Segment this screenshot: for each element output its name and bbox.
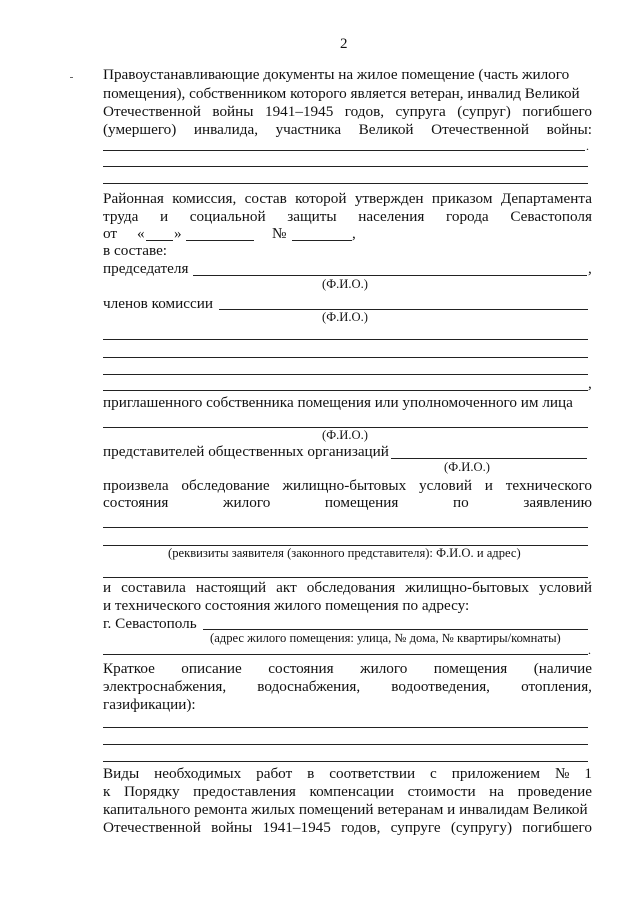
word: Отечественной <box>431 121 530 138</box>
description-field[interactable] <box>103 727 588 728</box>
fill-line[interactable] <box>103 390 588 391</box>
word: Отечественной <box>103 819 201 836</box>
word: условий <box>539 579 592 596</box>
description-line1 <box>103 660 592 678</box>
word: Краткое <box>103 660 155 677</box>
word: настоящий <box>195 579 267 596</box>
members-comma: , <box>588 375 592 392</box>
chairman-label: председателя <box>103 260 189 277</box>
word: работ <box>256 765 293 782</box>
word: и <box>159 208 169 225</box>
word: погибшего <box>522 103 592 120</box>
word: участника <box>275 121 342 138</box>
word: условий <box>419 477 472 494</box>
word: к <box>103 783 111 800</box>
word: населения <box>358 208 425 225</box>
fill-line[interactable] <box>103 654 588 655</box>
word: Департамента <box>500 190 592 207</box>
fill-line[interactable] <box>103 357 588 358</box>
section1-line2: помещения), собственником которого является ветеран, инвалид Великой <box>103 85 580 102</box>
number-sign: № <box>272 225 287 242</box>
applicant-field[interactable] <box>103 527 588 528</box>
word: состав <box>244 190 287 207</box>
word: предоставления <box>193 783 296 800</box>
act-line1 <box>103 579 592 597</box>
word: и <box>484 477 493 494</box>
word: составила <box>121 579 186 596</box>
word: обследования <box>306 579 396 596</box>
address-field[interactable] <box>203 629 588 630</box>
works-line4 <box>103 819 592 837</box>
fio-hint: (Ф.И.О.) <box>322 310 368 324</box>
word: труда <box>103 208 139 225</box>
works-line3: капитального ремонта жилых помещений ветеранам и инвалидам Великой <box>103 801 588 818</box>
word: описание <box>181 660 242 677</box>
word: годов, <box>344 103 385 120</box>
fill-line[interactable] <box>103 339 588 340</box>
word: жилищно-бытовых <box>282 477 407 494</box>
word: обследование <box>181 477 270 494</box>
word: которой <box>295 190 347 207</box>
word: состояния <box>103 494 169 511</box>
word: необходимых <box>154 765 242 782</box>
word: защиты <box>287 208 337 225</box>
word: войны <box>212 103 254 120</box>
word: годов, <box>341 819 381 836</box>
word: инвалида, <box>193 121 258 138</box>
word: помещения <box>433 660 508 677</box>
members-label: членов комиссии <box>103 295 214 312</box>
fill-line[interactable] <box>103 374 588 375</box>
word: в <box>307 765 315 782</box>
description-field[interactable] <box>103 744 588 745</box>
word: приложением <box>451 765 541 782</box>
fio-hint: (Ф.И.О.) <box>322 428 368 442</box>
ot-label: от <box>103 225 118 242</box>
word: 1 <box>584 765 592 782</box>
section1-line1: Правоустанавливающие документы на жилое помещение (часть жилого <box>103 66 570 83</box>
date-day-field[interactable] <box>146 240 173 241</box>
fio-hint: (Ф.И.О.) <box>322 277 368 291</box>
public-orgs-field[interactable] <box>391 458 587 459</box>
word: супруга <box>395 103 446 120</box>
word: жилого <box>223 494 271 511</box>
page-number: 2 <box>340 36 348 52</box>
word: (наличие <box>533 660 592 677</box>
word: (умершего) <box>103 121 177 138</box>
word: города <box>446 208 489 225</box>
date-open-quote: « <box>137 225 145 242</box>
word: № <box>554 765 570 782</box>
word: на <box>489 783 505 800</box>
word: войны: <box>546 121 592 138</box>
act-line2: и технического состояния жилого помещения по адресу: <box>103 597 470 614</box>
word: компенсации <box>309 783 395 800</box>
word: жилого <box>360 660 408 677</box>
members-field[interactable] <box>219 309 588 310</box>
chairman-comma: , <box>588 260 592 277</box>
fill-line[interactable] <box>103 166 588 167</box>
performed-line <box>103 477 592 495</box>
trail-dot: . <box>588 643 591 657</box>
word: Севастополя <box>510 208 592 225</box>
word: Порядку <box>123 783 180 800</box>
word: заявлению <box>523 494 592 511</box>
word: приказом <box>431 190 493 207</box>
section1-line4 <box>103 121 592 139</box>
word: по <box>453 494 469 511</box>
word: Районная <box>103 190 164 207</box>
works-line2 <box>103 783 592 801</box>
margin-mark <box>70 77 73 78</box>
date-comma: , <box>352 225 356 242</box>
invited-owner-label: приглашенного собственника помещения или уполномоченного им лица <box>103 394 573 411</box>
trail-dot: . <box>586 139 589 153</box>
word: водоотведения, <box>391 678 490 695</box>
word: Отечественной <box>103 103 201 120</box>
word: с <box>430 765 437 782</box>
public-orgs-label: представителей общественных организаций <box>103 443 389 460</box>
word: (супругу) <box>450 819 513 836</box>
word: технического <box>505 477 592 494</box>
word: и <box>103 579 112 596</box>
word: комиссия, <box>172 190 237 207</box>
word: Великой <box>358 121 414 138</box>
word: электроснабжения, <box>103 678 227 695</box>
word: утвержден <box>354 190 424 207</box>
word: войны <box>211 819 253 836</box>
commission-line2 <box>103 208 592 226</box>
commission-line1 <box>103 190 592 208</box>
word: жилищно-бытовых <box>405 579 529 596</box>
word: проведение <box>517 783 592 800</box>
word: Виды <box>103 765 140 782</box>
word: 1941–1945 <box>264 103 334 120</box>
date-close-quote: » <box>174 225 182 242</box>
word: водоснабжения, <box>257 678 361 695</box>
word: помещения <box>324 494 399 511</box>
address-hint: (адрес жилого помещения: улица, № дома, № квартиры/комнаты) <box>210 631 561 645</box>
section1-line3 <box>103 103 592 121</box>
description-field[interactable] <box>103 761 588 762</box>
fill-line[interactable] <box>103 150 585 151</box>
word: (супруг) <box>457 103 511 120</box>
word: произвела <box>103 477 169 494</box>
fill-line[interactable] <box>103 183 588 184</box>
word: супруге <box>390 819 441 836</box>
applicant-hint: (реквизиты заявителя (законного представителя): Ф.И.О. и адрес) <box>168 546 521 560</box>
date-field[interactable] <box>186 240 254 241</box>
city-label: г. Севастополь <box>103 615 197 632</box>
word: социальной <box>189 208 266 225</box>
word: 1941–1945 <box>262 819 331 836</box>
works-line1 <box>103 765 592 783</box>
word: состояния <box>268 660 334 677</box>
word: отопления, <box>521 678 592 695</box>
chairman-field[interactable] <box>193 275 587 276</box>
state-line <box>103 494 592 512</box>
fio-hint: (Ф.И.О.) <box>444 460 490 474</box>
description-line2 <box>103 678 592 696</box>
word: погибшего <box>522 819 592 836</box>
word: соответствии <box>329 765 416 782</box>
fill-line[interactable] <box>103 577 588 578</box>
word: стоимости <box>407 783 476 800</box>
in-composition-label: в составе: <box>103 242 168 259</box>
order-number-field[interactable] <box>292 240 352 241</box>
description-line3: газификации): <box>103 696 196 713</box>
word: акт <box>276 579 297 596</box>
